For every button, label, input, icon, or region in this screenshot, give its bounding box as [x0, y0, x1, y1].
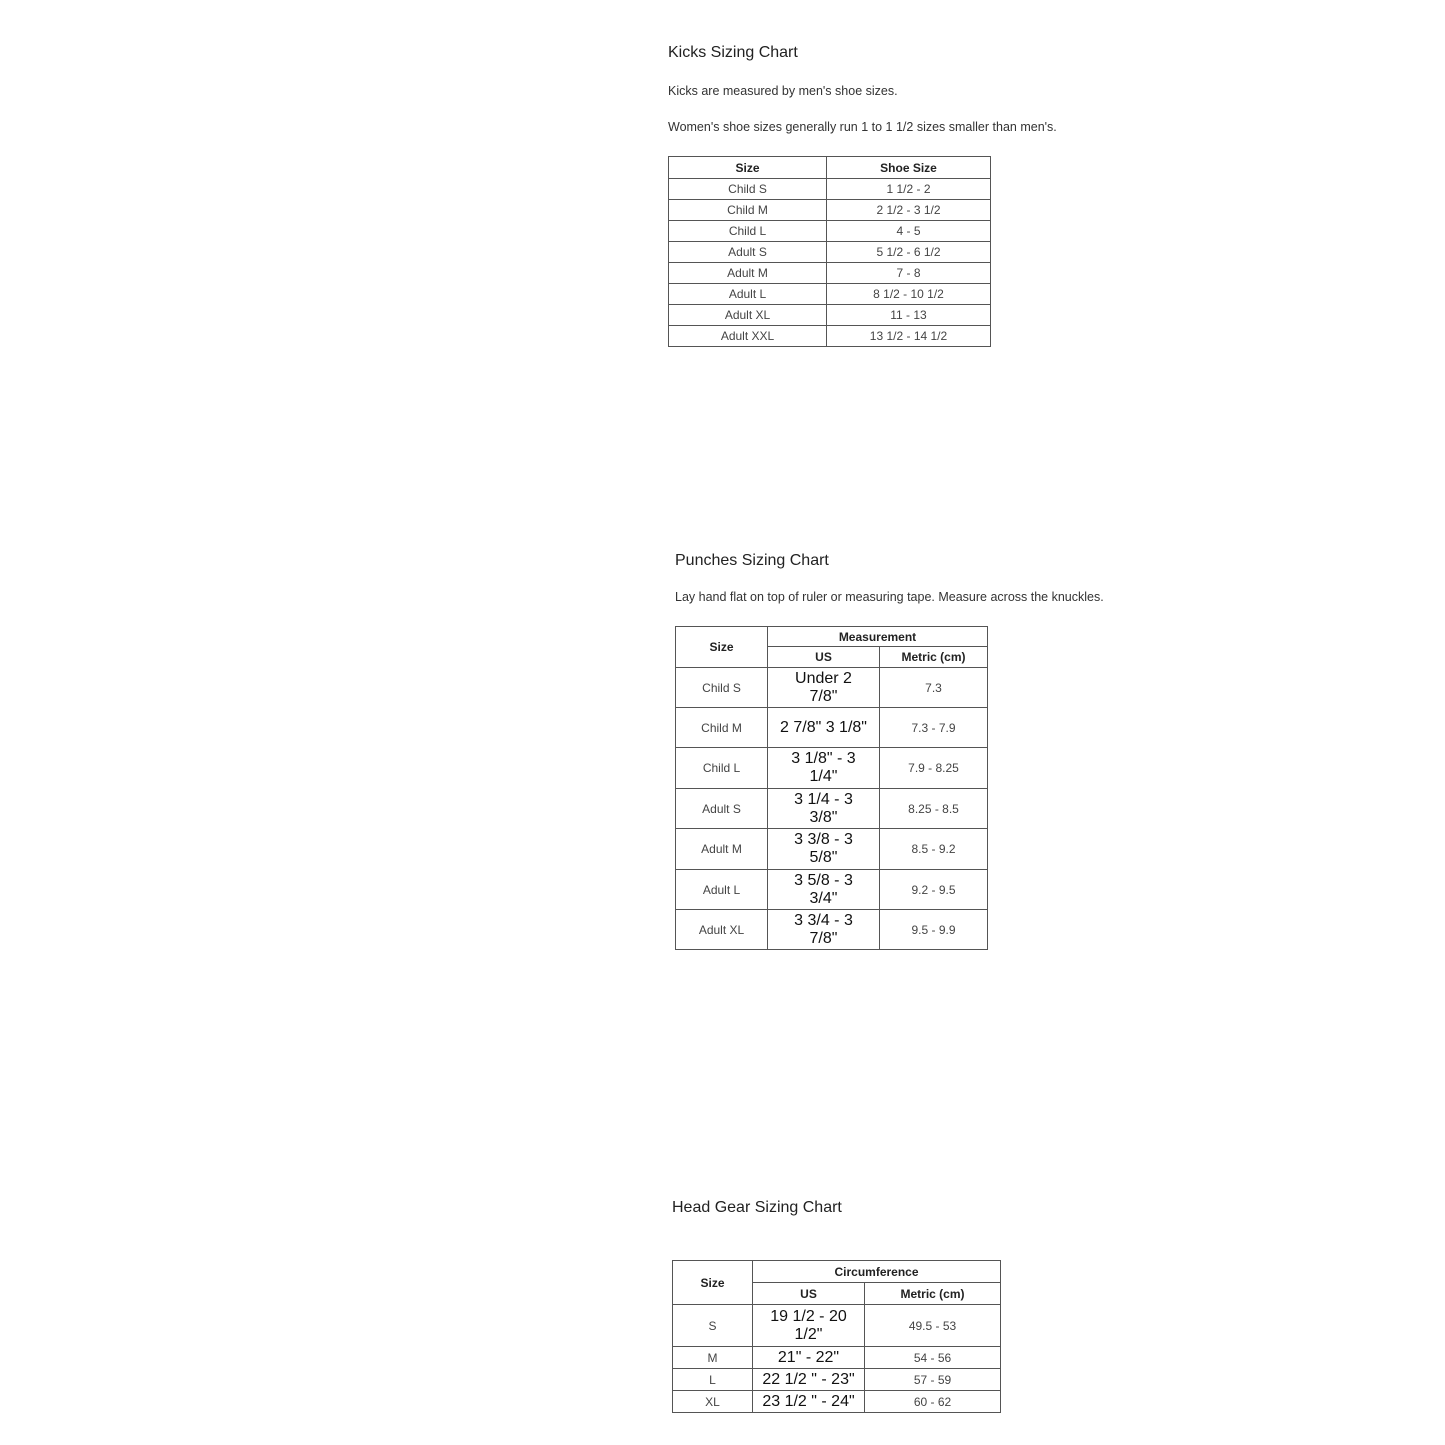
punches-size-cell: Adult M	[676, 829, 768, 870]
headgear-metric-cell: 49.5 - 53	[865, 1305, 1001, 1347]
kicks-shoe-cell: 8 1/2 - 10 1/2	[827, 284, 991, 305]
punches-us-cell: 3 1/4 - 3 3/8"	[768, 789, 880, 829]
headgear-header-us: US	[753, 1283, 865, 1305]
kicks-shoe-cell: 11 - 13	[827, 305, 991, 326]
kicks-header-shoe-size: Shoe Size	[827, 157, 991, 179]
kicks-size-cell: Adult XL	[669, 305, 827, 326]
punches-header-metric: Metric (cm)	[880, 647, 988, 668]
table-row	[676, 829, 988, 870]
punches-metric-cell: 7.3	[880, 668, 988, 708]
punches-metric-cell: 8.5 - 9.2	[880, 829, 988, 870]
punches-size-cell: Child L	[676, 748, 768, 789]
kicks-size-cell: Adult XXL	[669, 326, 827, 347]
punches-size-cell: Adult S	[676, 789, 768, 829]
kicks-size-cell: Adult S	[669, 242, 827, 263]
kicks-section	[668, 44, 798, 62]
punches-header-row	[676, 627, 988, 647]
punches-size-cell: Child M	[676, 708, 768, 748]
table-row	[669, 305, 991, 326]
kicks-header-size: Size	[669, 157, 827, 179]
punches-size-cell: Adult L	[676, 870, 768, 910]
punches-metric-cell: 8.25 - 8.5	[880, 789, 988, 829]
table-row	[669, 284, 991, 305]
punches-header-size: Size	[676, 627, 768, 668]
kicks-shoe-cell: 1 1/2 - 2	[827, 179, 991, 200]
kicks-header-row	[669, 157, 991, 179]
kicks-title: Kicks Sizing Chart	[668, 44, 798, 61]
table-row	[676, 910, 988, 950]
table-row	[669, 179, 991, 200]
headgear-header-metric: Metric (cm)	[865, 1283, 1001, 1305]
punches-metric-cell: 9.2 - 9.5	[880, 870, 988, 910]
table-row	[673, 1305, 1001, 1347]
headgear-size-cell: S	[673, 1305, 753, 1347]
headgear-size-cell: M	[673, 1347, 753, 1369]
punches-size-cell: Child S	[676, 668, 768, 708]
kicks-size-cell: Adult L	[669, 284, 827, 305]
headgear-size-cell: XL	[673, 1391, 753, 1413]
table-row	[669, 242, 991, 263]
table-row	[676, 870, 988, 910]
punches-us-cell: 3 5/8 - 3 3/4"	[768, 870, 880, 910]
headgear-metric-cell: 54 - 56	[865, 1347, 1001, 1369]
headgear-header-circumference: Circumference	[753, 1261, 1001, 1283]
punches-metric-cell: 7.3 - 7.9	[880, 708, 988, 748]
headgear-header-row	[673, 1261, 1001, 1283]
headgear-header-size: Size	[673, 1261, 753, 1305]
table-row	[669, 263, 991, 284]
punches-header-measurement: Measurement	[768, 627, 988, 647]
punches-us-cell: 3 3/4 - 3 7/8"	[768, 910, 880, 950]
table-row	[676, 668, 988, 708]
headgear-metric-cell: 60 - 62	[865, 1391, 1001, 1413]
table-row	[673, 1369, 1001, 1391]
table-row	[669, 221, 991, 242]
kicks-size-cell: Child L	[669, 221, 827, 242]
kicks-shoe-cell: 5 1/2 - 6 1/2	[827, 242, 991, 263]
headgear-us-cell: 19 1/2 - 20 1/2"	[753, 1305, 865, 1347]
kicks-note-1: Kicks are measured by men's shoe sizes.	[668, 84, 898, 98]
punches-table	[675, 626, 988, 950]
kicks-note-2: Women's shoe sizes generally run 1 to 1 1/2 sizes smaller than men's.	[668, 120, 1057, 134]
punches-size-cell: Adult XL	[676, 910, 768, 950]
headgear-metric-cell: 57 - 59	[865, 1369, 1001, 1391]
punches-us-cell: 3 3/8 - 3 5/8"	[768, 829, 880, 870]
headgear-size-cell: L	[673, 1369, 753, 1391]
table-row	[669, 200, 991, 221]
kicks-shoe-cell: 4 - 5	[827, 221, 991, 242]
punches-us-cell: Under 2 7/8"	[768, 668, 880, 708]
kicks-size-cell: Child M	[669, 200, 827, 221]
table-row	[676, 748, 988, 789]
punches-metric-cell: 9.5 - 9.9	[880, 910, 988, 950]
punches-header-us: US	[768, 647, 880, 668]
punches-title: Punches Sizing Chart	[675, 552, 829, 569]
punches-note: Lay hand flat on top of ruler or measuring tape. Measure across the knuckles.	[675, 590, 1104, 604]
headgear-table	[672, 1260, 1001, 1413]
headgear-us-cell: 23 1/2 " - 24"	[753, 1391, 865, 1413]
kicks-table	[668, 156, 991, 347]
table-row	[676, 708, 988, 748]
table-row	[673, 1391, 1001, 1413]
headgear-us-cell: 21" - 22"	[753, 1347, 865, 1369]
headgear-title: Head Gear Sizing Chart	[672, 1199, 842, 1216]
headgear-us-cell: 22 1/2 " - 23"	[753, 1369, 865, 1391]
kicks-shoe-cell: 2 1/2 - 3 1/2	[827, 200, 991, 221]
kicks-size-cell: Adult M	[669, 263, 827, 284]
kicks-shoe-cell: 7 - 8	[827, 263, 991, 284]
punches-us-cell: 3 1/8" - 3 1/4"	[768, 748, 880, 789]
table-row	[676, 789, 988, 829]
punches-us-cell: 2 7/8" 3 1/8"	[768, 708, 880, 748]
punches-metric-cell: 7.9 - 8.25	[880, 748, 988, 789]
kicks-size-cell: Child S	[669, 179, 827, 200]
table-row	[669, 326, 991, 347]
table-row	[673, 1347, 1001, 1369]
kicks-shoe-cell: 13 1/2 - 14 1/2	[827, 326, 991, 347]
